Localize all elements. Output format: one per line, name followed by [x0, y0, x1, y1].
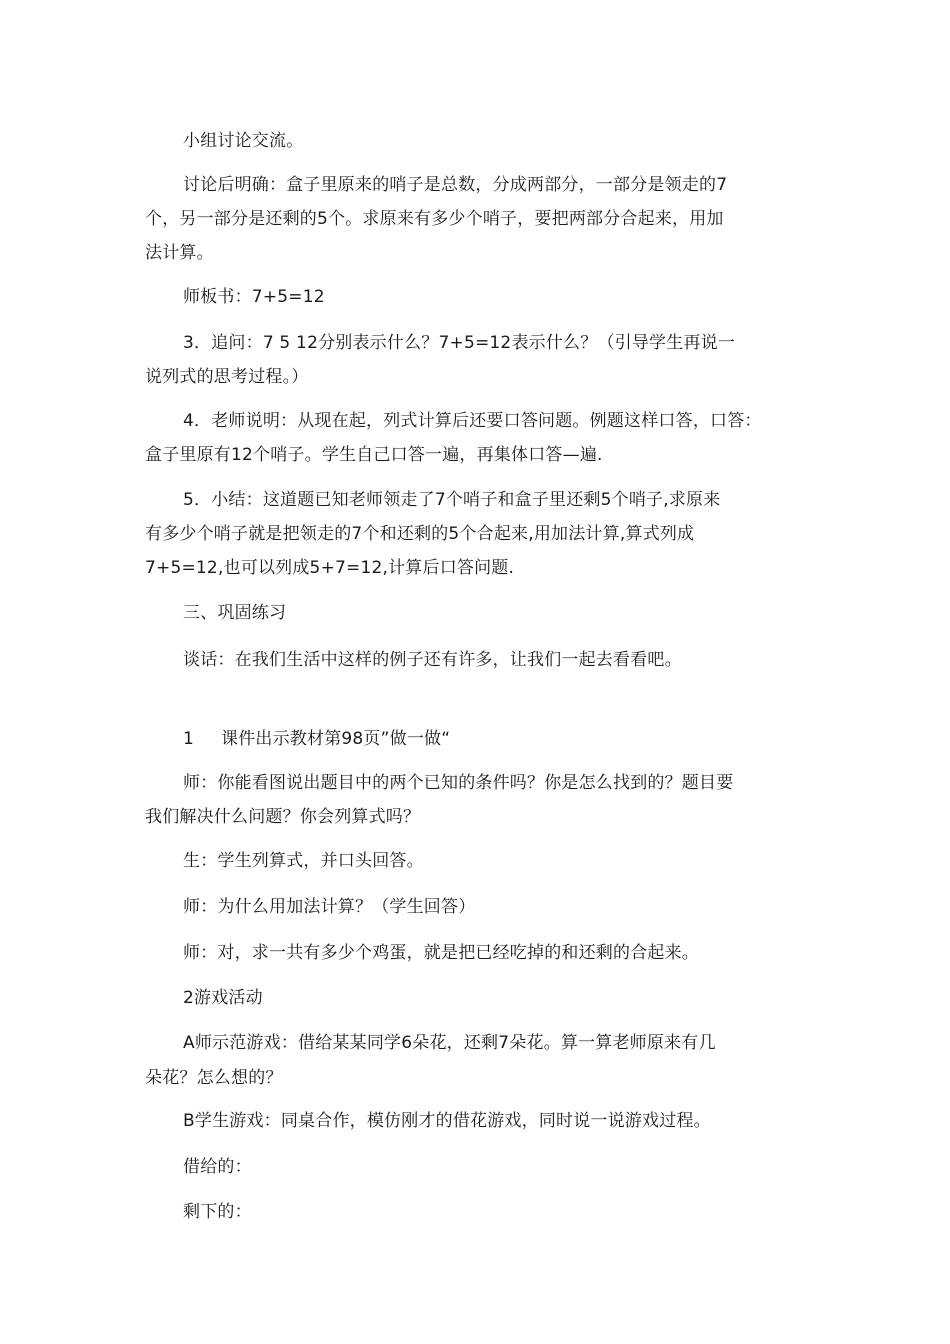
paragraph-student-game: B学生游戏：同桌合作，模仿刚才的借花游戏，同时说一说游戏过程。: [183, 1111, 711, 1131]
paragraph-group-discussion: 小组讨论交流。: [183, 131, 304, 151]
paragraph-teacher-demo-game-line-1: A师示范游戏：借给某某同学6朵花，还剩7朵花。算一算老师原来有几: [183, 1033, 716, 1053]
paragraph-follow-up-question-line-1: 3．追问：7 5 12分别表示什么？7+5=12表示什么？（引导学生再说一: [183, 333, 736, 353]
paragraph-teacher-why-addition: 师：为什么用加法计算？（学生回答）: [183, 897, 476, 917]
label-lent: 借给的：: [183, 1157, 252, 1177]
paragraph-discussion-conclusion-line-2: 个，另一部分是还剩的5个。求原来有多少个哨子，要把两部分合起来，用加: [145, 209, 724, 229]
paragraph-teacher-question-line-1: 师：你能看图说出题目中的两个已知的条件吗？你是怎么找到的？题目要: [183, 773, 734, 793]
paragraph-summary-line-1: 5．小结：这道题已知老师领走了7个哨子和盒子里还剩5个哨子,求原来: [183, 490, 721, 510]
section-heading-practice: 三、巩固练习: [183, 603, 287, 623]
paragraph-teacher-question-line-2: 我们解决什么问题？你会列算式吗？: [145, 807, 421, 827]
list-item-number: 1: [183, 729, 195, 749]
paragraph-teacher-eggs: 师：对，求一共有多少个鸡蛋，就是把已经吃掉的和还剩的合起来。: [183, 943, 699, 963]
paragraph-follow-up-question-line-2: 说列式的思考过程。）: [145, 367, 309, 387]
paragraph-teacher-demo-game-line-2: 朵花？怎么想的？: [145, 1068, 283, 1088]
list-item-courseware: 课件出示教材第98页”做一做“: [221, 729, 451, 749]
paragraph-talk: 谈话：在我们生活中这样的例子还有许多，让我们一起去看看吧。: [183, 650, 682, 670]
paragraph-teacher-explanation-line-2: 盒子里原有12个哨子。学生自己口答一遍，再集体口答—遍.: [145, 445, 603, 465]
label-remaining: 剩下的：: [183, 1202, 252, 1222]
paragraph-discussion-conclusion-line-1: 讨论后明确：盒子里原来的哨子是总数，分成两部分，一部分是领走的7: [183, 175, 728, 195]
paragraph-discussion-conclusion-line-3: 法计算。: [145, 243, 214, 263]
paragraph-summary-line-2: 有多少个哨子就是把领走的7个和还剩的5个合起来,用加法计算,算式列成: [145, 524, 695, 544]
paragraph-teacher-explanation-line-1: 4．老师说明：从现在起，列式计算后还要口答问题。例题这样口答，口答：: [183, 411, 762, 431]
paragraph-blackboard-equation: 师板书：7+5=12: [183, 287, 325, 307]
list-item-game-activity: 2游戏活动: [183, 988, 263, 1008]
paragraph-summary-line-3: 7+5=12,也可以列成5+7=12,计算后口答问题.: [145, 558, 515, 578]
paragraph-student-answer: 生：学生列算式，并口头回答。: [183, 851, 424, 871]
